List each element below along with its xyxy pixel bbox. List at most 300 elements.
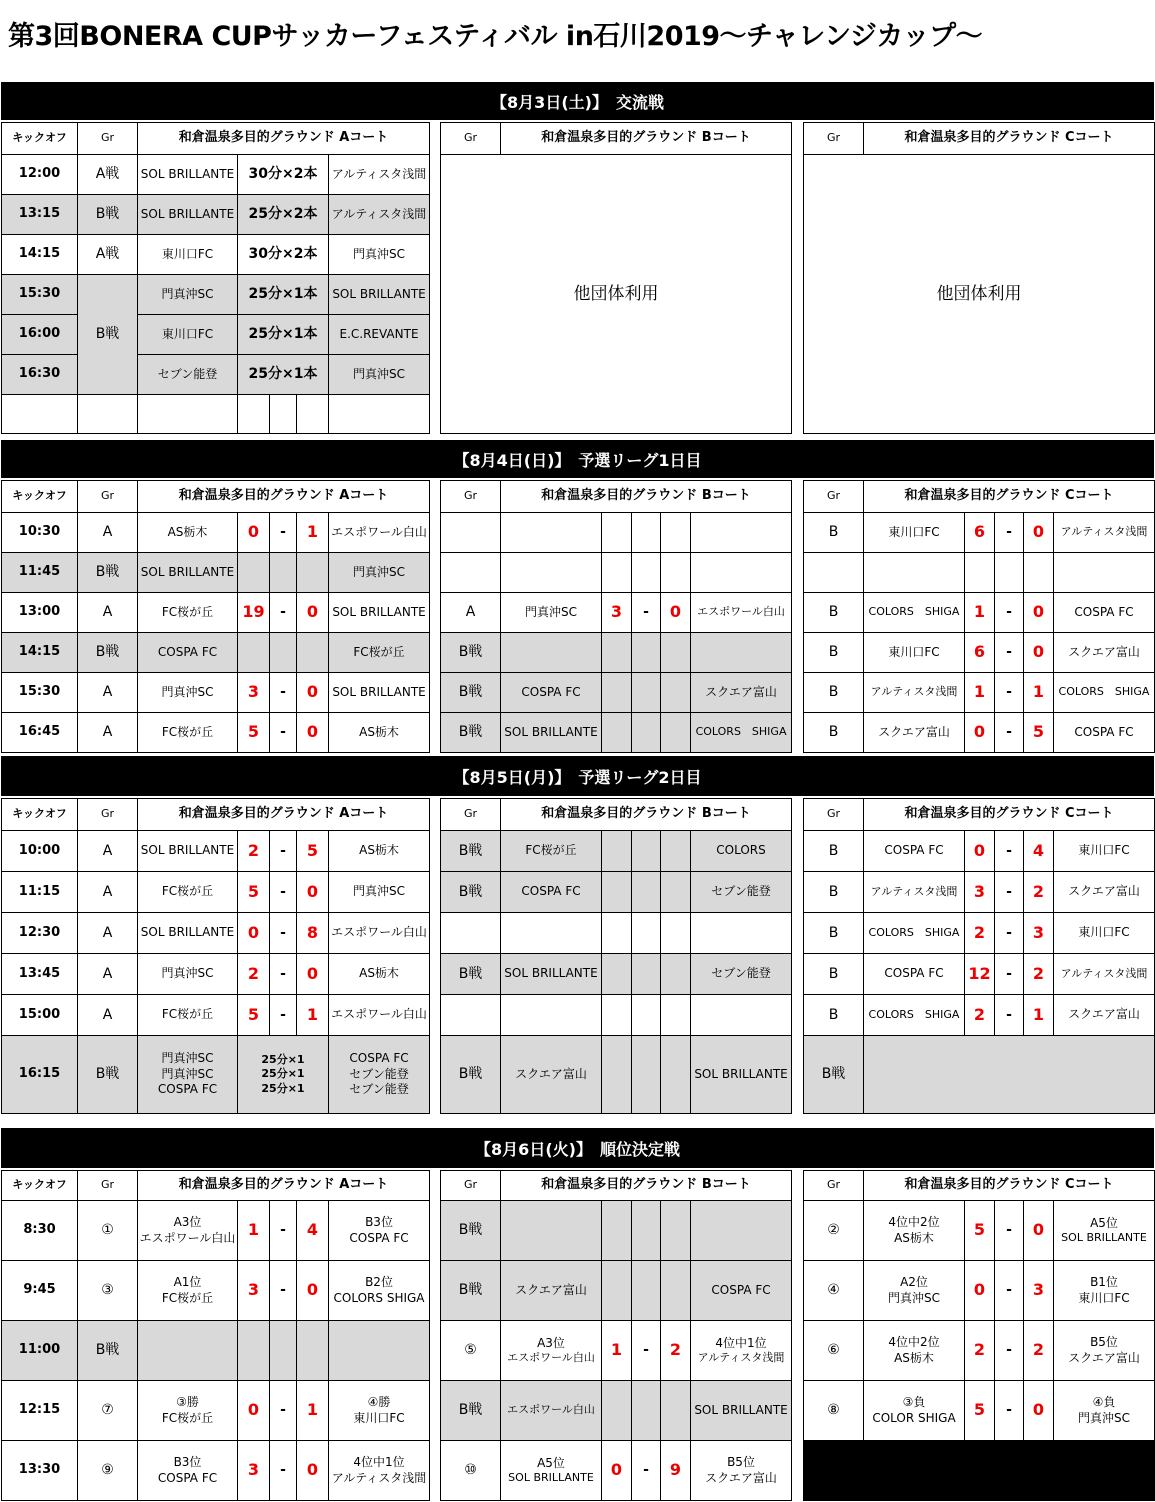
gr-header: Gr bbox=[78, 123, 138, 155]
away-slot bbox=[329, 1201, 430, 1261]
group-cell: A bbox=[78, 831, 138, 872]
home-score: 5 bbox=[965, 1201, 995, 1261]
home-slot bbox=[501, 1321, 602, 1381]
home-slot bbox=[138, 1261, 238, 1321]
day4-banner: 【8月6日(火)】 順位決定戦 bbox=[1, 1128, 1154, 1168]
day1-banner: 【8月3日(土)】 交流戦 bbox=[1, 82, 1154, 120]
empty-cell bbox=[661, 1381, 691, 1441]
kickoff-time: 15:00 bbox=[2, 995, 78, 1036]
match-number: B戦 bbox=[441, 1201, 501, 1261]
away-slot bbox=[1054, 1381, 1155, 1441]
match-number: B戦 bbox=[441, 1261, 501, 1321]
score-dash: - bbox=[995, 513, 1024, 553]
away-team: AS栃木 bbox=[329, 831, 430, 872]
away-score: 0 bbox=[297, 1441, 329, 1501]
score-dash: - bbox=[270, 593, 297, 633]
score-dash: - bbox=[270, 995, 297, 1036]
court-b-header: 和倉温泉多目的グラウンド Bコート bbox=[501, 1171, 792, 1201]
home-team: COSPA FC bbox=[501, 872, 602, 913]
away-team: AS栃木 bbox=[329, 713, 430, 753]
seed-label: A5位 bbox=[1090, 1215, 1118, 1230]
empty-cell bbox=[661, 1036, 691, 1114]
away-team: COSPA FC bbox=[349, 1230, 409, 1245]
group-cell: B戦 bbox=[441, 713, 501, 753]
match-number: ④ bbox=[804, 1261, 864, 1321]
away-team: 門真沖SC bbox=[329, 872, 430, 913]
home-team: FC桜が丘 bbox=[138, 995, 238, 1036]
away-team: AS栃木 bbox=[329, 954, 430, 995]
empty-cell bbox=[632, 954, 661, 995]
away-score: 0 bbox=[297, 673, 329, 713]
kickoff-time: 16:15 bbox=[2, 1036, 78, 1114]
seed-label: ④勝 bbox=[367, 1394, 391, 1409]
gr-header: Gr bbox=[804, 481, 864, 513]
away-team: COLORS SHIGA bbox=[333, 1290, 425, 1305]
away-score: 2 bbox=[1024, 872, 1054, 913]
court-b-header: 和倉温泉多目的グラウンド Bコート bbox=[501, 123, 792, 155]
match-format: 25分×1 bbox=[261, 1053, 305, 1067]
kickoff-time: 11:00 bbox=[2, 1321, 78, 1381]
away-score: 0 bbox=[661, 593, 691, 633]
home-score: 12 bbox=[965, 954, 995, 995]
group-cell: B bbox=[804, 513, 864, 553]
home-team-list bbox=[138, 1036, 238, 1114]
home-team: FC桜が丘 bbox=[161, 1290, 214, 1305]
away-team: 門真沖SC bbox=[329, 235, 430, 275]
empty-cell bbox=[238, 553, 270, 593]
empty-cell bbox=[691, 553, 792, 593]
away-team: 東川口FC bbox=[1078, 1290, 1130, 1305]
away-team: スクエア富山 bbox=[1054, 995, 1155, 1036]
match-format: 25分×1本 bbox=[238, 275, 329, 315]
away-slot bbox=[329, 1441, 430, 1501]
empty-cell bbox=[632, 995, 661, 1036]
home-team: FC桜が丘 bbox=[138, 713, 238, 753]
empty-cell bbox=[238, 395, 270, 434]
score-dash: - bbox=[995, 913, 1024, 954]
away-score: 1 bbox=[297, 1381, 329, 1441]
empty-cell bbox=[297, 633, 329, 673]
empty-cell bbox=[441, 995, 501, 1036]
away-team: アルティスタ浅間 bbox=[331, 1470, 427, 1485]
empty-cell bbox=[661, 954, 691, 995]
home-team: AS栃木 bbox=[138, 513, 238, 553]
seed-label: B5位 bbox=[1090, 1334, 1118, 1349]
home-slot bbox=[138, 1441, 238, 1501]
group-cell: B戦 bbox=[78, 275, 138, 395]
away-slot bbox=[1054, 1321, 1155, 1381]
court-c-header: 和倉温泉多目的グラウンド Cコート bbox=[864, 123, 1155, 155]
empty-cell bbox=[661, 713, 691, 753]
away-team: SOL BRILLANTE bbox=[691, 1036, 792, 1114]
home-team: 東川口FC bbox=[864, 633, 965, 673]
home-team: COLOR SHIGA bbox=[872, 1410, 956, 1425]
day1-court-b-table bbox=[440, 122, 792, 434]
group-cell: B bbox=[804, 633, 864, 673]
score-dash: - bbox=[995, 1321, 1024, 1381]
away-team: COLORS SHIGA bbox=[691, 713, 792, 753]
away-score: 0 bbox=[297, 593, 329, 633]
away-team: FC桜が丘 bbox=[329, 633, 430, 673]
gr-header: Gr bbox=[804, 1171, 864, 1201]
away-score: 1 bbox=[1024, 673, 1054, 713]
group-cell: A bbox=[78, 995, 138, 1036]
court-a-header: 和倉温泉多目的グラウンド Aコート bbox=[138, 799, 430, 831]
group-cell: B bbox=[804, 913, 864, 954]
home-team: COSPA FC bbox=[864, 954, 965, 995]
kickoff-time: 13:00 bbox=[2, 593, 78, 633]
score-dash: - bbox=[995, 1381, 1024, 1441]
seed-label: A2位 bbox=[900, 1274, 928, 1289]
away-score: 2 bbox=[1024, 1321, 1054, 1381]
score-dash: - bbox=[995, 593, 1024, 633]
score-dash: - bbox=[270, 713, 297, 753]
kickoff-header: キックオフ bbox=[2, 1171, 78, 1201]
home-team: FC桜が丘 bbox=[161, 1410, 214, 1425]
gr-header: Gr bbox=[804, 123, 864, 155]
away-team: エスポワール白山 bbox=[329, 995, 430, 1036]
score-dash: - bbox=[995, 713, 1024, 753]
gr-header: Gr bbox=[78, 481, 138, 513]
gr-header: Gr bbox=[441, 123, 501, 155]
empty-cell bbox=[661, 831, 691, 872]
away-team: セブン能登 bbox=[691, 872, 792, 913]
home-team: COSPA FC bbox=[501, 673, 602, 713]
seed-label: B2位 bbox=[365, 1274, 393, 1289]
empty-cell bbox=[602, 1261, 632, 1321]
home-score: 3 bbox=[965, 872, 995, 913]
away-slot bbox=[691, 1321, 792, 1381]
away-team: セブン能登 bbox=[691, 954, 792, 995]
group-cell: B戦 bbox=[441, 633, 501, 673]
kickoff-time: 10:00 bbox=[2, 831, 78, 872]
empty-cell bbox=[632, 831, 661, 872]
kickoff-time: 12:30 bbox=[2, 913, 78, 954]
away-score: 2 bbox=[1024, 954, 1054, 995]
empty-cell bbox=[691, 633, 792, 673]
home-score: 2 bbox=[238, 831, 270, 872]
home-score: 0 bbox=[238, 1381, 270, 1441]
empty-cell bbox=[602, 995, 632, 1036]
group-cell: B戦 bbox=[78, 633, 138, 673]
empty-cell bbox=[602, 1036, 632, 1114]
group-cell: B戦 bbox=[441, 872, 501, 913]
home-score: 0 bbox=[238, 913, 270, 954]
home-slot bbox=[864, 1261, 965, 1321]
match-number: ⑩ bbox=[441, 1441, 501, 1501]
away-team: COSPA FC bbox=[1054, 593, 1155, 633]
match-format: 25分×1 bbox=[261, 1081, 305, 1095]
empty-cell bbox=[661, 872, 691, 913]
kickoff-time: 12:00 bbox=[2, 155, 78, 195]
empty-cell bbox=[632, 1261, 661, 1321]
home-score: 2 bbox=[965, 913, 995, 954]
home-team: SOL BRILLANTE bbox=[138, 831, 238, 872]
score-dash: - bbox=[995, 995, 1024, 1036]
seed-label: ④負 bbox=[1092, 1394, 1116, 1409]
score-dash: - bbox=[270, 913, 297, 954]
away-team: エスポワール白山 bbox=[691, 593, 792, 633]
home-team: SOL BRILLANTE bbox=[138, 553, 238, 593]
group-cell: B bbox=[804, 593, 864, 633]
empty-cell bbox=[632, 1201, 661, 1261]
empty-cell bbox=[501, 633, 602, 673]
empty-cell bbox=[661, 553, 691, 593]
seed-label: 4位中2位 bbox=[888, 1214, 940, 1229]
day2-court-a-table bbox=[1, 480, 430, 753]
kickoff-time: 15:30 bbox=[2, 673, 78, 713]
home-team: FC桜が丘 bbox=[138, 593, 238, 633]
away-team-list bbox=[329, 1036, 430, 1114]
away-team: SOL BRILLANTE bbox=[1061, 1231, 1147, 1245]
court-a-header: 和倉温泉多目的グラウンド Aコート bbox=[138, 1171, 430, 1201]
empty-cell bbox=[501, 553, 602, 593]
gr-header: Gr bbox=[441, 799, 501, 831]
away-team: COLORS SHIGA bbox=[1054, 673, 1155, 713]
score-dash: - bbox=[995, 954, 1024, 995]
day4-court-a-table bbox=[1, 1170, 430, 1501]
day3-court-b-table bbox=[440, 798, 792, 1114]
away-score: 9 bbox=[661, 1441, 691, 1501]
away-team: COSPA FC bbox=[691, 1261, 792, 1321]
empty-cell bbox=[1024, 553, 1054, 593]
kickoff-header: キックオフ bbox=[2, 123, 78, 155]
group-cell: B戦 bbox=[441, 673, 501, 713]
home-team: 門真沖SC bbox=[138, 673, 238, 713]
empty-cell bbox=[602, 633, 632, 673]
home-team: COLORS SHIGA bbox=[864, 913, 965, 954]
home-score: 1 bbox=[965, 673, 995, 713]
away-score: 3 bbox=[1024, 1261, 1054, 1321]
home-team: アルティスタ浅間 bbox=[864, 673, 965, 713]
home-team: COSPA FC bbox=[157, 1082, 218, 1097]
group-cell: A戦 bbox=[78, 155, 138, 195]
away-score: 1 bbox=[1024, 995, 1054, 1036]
kickoff-time: 13:30 bbox=[2, 1441, 78, 1501]
home-team: 門真沖SC bbox=[138, 954, 238, 995]
group-cell: A bbox=[78, 593, 138, 633]
home-team: SOL BRILLANTE bbox=[138, 195, 238, 235]
away-score: 8 bbox=[297, 913, 329, 954]
kickoff-time: 14:15 bbox=[2, 235, 78, 275]
home-score: 0 bbox=[965, 1261, 995, 1321]
score-dash: - bbox=[270, 673, 297, 713]
match-format-list bbox=[238, 1036, 329, 1114]
home-score: 6 bbox=[965, 633, 995, 673]
day1-court-c-table bbox=[803, 122, 1155, 434]
away-score: 0 bbox=[1024, 593, 1054, 633]
day3-banner: 【8月5日(月)】 予選リーグ2日目 bbox=[1, 756, 1154, 796]
kickoff-time: 16:30 bbox=[2, 355, 78, 395]
home-team: セブン能登 bbox=[138, 355, 238, 395]
match-number: ② bbox=[804, 1201, 864, 1261]
court-c-header: 和倉温泉多目的グラウンド Cコート bbox=[864, 481, 1155, 513]
court-c-header: 和倉温泉多目的グラウンド Cコート bbox=[864, 799, 1155, 831]
score-dash: - bbox=[995, 633, 1024, 673]
home-team: スクエア富山 bbox=[501, 1261, 602, 1321]
away-team: COSPA FC bbox=[349, 1051, 409, 1066]
group-cell: B bbox=[804, 995, 864, 1036]
day4-court-b-table bbox=[440, 1170, 792, 1501]
away-team: スクエア富山 bbox=[1054, 633, 1155, 673]
seed-label: B1位 bbox=[1090, 1274, 1118, 1289]
away-team: 東川口FC bbox=[353, 1410, 405, 1425]
group-cell: A bbox=[78, 673, 138, 713]
home-team: SOL BRILLANTE bbox=[138, 913, 238, 954]
away-team: アルティスタ浅間 bbox=[1054, 513, 1155, 553]
score-dash: - bbox=[270, 1441, 297, 1501]
away-team: 門真沖SC bbox=[329, 355, 430, 395]
away-team: スクエア富山 bbox=[1068, 1350, 1140, 1365]
empty-cell bbox=[632, 633, 661, 673]
kickoff-time: 13:45 bbox=[2, 954, 78, 995]
home-score: 19 bbox=[238, 593, 270, 633]
score-dash: - bbox=[270, 1261, 297, 1321]
home-team: アルティスタ浅間 bbox=[864, 872, 965, 913]
home-team: SOL BRILLANTE bbox=[508, 1471, 594, 1485]
empty-cell bbox=[329, 1321, 430, 1381]
home-slot bbox=[138, 1381, 238, 1441]
group-cell: B戦 bbox=[441, 831, 501, 872]
kickoff-time: 9:45 bbox=[2, 1261, 78, 1321]
empty-cell bbox=[501, 1201, 602, 1261]
empty-cell bbox=[661, 913, 691, 954]
empty-cell bbox=[804, 553, 864, 593]
match-number: B戦 bbox=[78, 1321, 138, 1381]
score-dash: - bbox=[995, 1201, 1024, 1261]
match-number: ① bbox=[78, 1201, 138, 1261]
seed-label: B3位 bbox=[365, 1214, 393, 1229]
score-dash: - bbox=[270, 831, 297, 872]
group-cell: B戦 bbox=[804, 1036, 864, 1114]
seed-label: A3位 bbox=[173, 1214, 202, 1229]
away-team: アルティスタ浅間 bbox=[329, 195, 430, 235]
match-number: ⑨ bbox=[78, 1441, 138, 1501]
kickoff-time: 11:45 bbox=[2, 553, 78, 593]
empty-cell bbox=[441, 913, 501, 954]
away-team: エスポワール白山 bbox=[329, 513, 430, 553]
empty-cell bbox=[501, 513, 602, 553]
court-b-header: 和倉温泉多目的グラウンド Bコート bbox=[501, 481, 792, 513]
court-a-header: 和倉温泉多目的グラウンド Aコート bbox=[138, 123, 430, 155]
group-cell: B戦 bbox=[78, 1036, 138, 1114]
day4-court-c-table bbox=[803, 1170, 1155, 1501]
empty-cell bbox=[138, 395, 238, 434]
home-team: 門真沖SC bbox=[138, 275, 238, 315]
empty-cell bbox=[864, 1036, 1155, 1114]
home-score: 3 bbox=[238, 1441, 270, 1501]
group-cell: A戦 bbox=[78, 235, 138, 275]
away-team: アルティスタ浅間 bbox=[329, 155, 430, 195]
away-team: 門真沖SC bbox=[1078, 1410, 1130, 1425]
empty-cell bbox=[270, 395, 297, 434]
home-score: 0 bbox=[238, 513, 270, 553]
kickoff-time: 16:00 bbox=[2, 315, 78, 355]
home-team: 東川口FC bbox=[864, 513, 965, 553]
away-team: 門真沖SC bbox=[329, 553, 430, 593]
away-team: スクエア富山 bbox=[705, 1470, 777, 1485]
empty-cell bbox=[632, 1381, 661, 1441]
empty-cell bbox=[441, 513, 501, 553]
home-team: AS栃木 bbox=[894, 1350, 934, 1365]
match-format: 25分×1本 bbox=[238, 315, 329, 355]
home-team: COLORS SHIGA bbox=[864, 995, 965, 1036]
home-team: COSPA FC bbox=[157, 1470, 218, 1485]
empty-cell bbox=[270, 633, 297, 673]
away-team: SOL BRILLANTE bbox=[329, 275, 430, 315]
empty-cell bbox=[661, 1261, 691, 1321]
match-number: ⑧ bbox=[804, 1381, 864, 1441]
home-team: COLORS SHIGA bbox=[864, 593, 965, 633]
home-score: 5 bbox=[238, 872, 270, 913]
away-team: COSPA FC bbox=[1054, 713, 1155, 753]
court-b-header: 和倉温泉多目的グラウンド Bコート bbox=[501, 799, 792, 831]
away-team: E.C.REVANTE bbox=[329, 315, 430, 355]
home-team: エスポワール白山 bbox=[501, 1381, 602, 1441]
away-slot bbox=[329, 1261, 430, 1321]
empty-cell bbox=[238, 633, 270, 673]
empty-cell bbox=[632, 673, 661, 713]
score-dash: - bbox=[995, 673, 1024, 713]
kickoff-time: 15:30 bbox=[2, 275, 78, 315]
day2-court-c-table bbox=[803, 480, 1155, 753]
empty-cell bbox=[691, 913, 792, 954]
empty-cell bbox=[661, 633, 691, 673]
group-cell: B bbox=[804, 673, 864, 713]
group-cell: B戦 bbox=[441, 954, 501, 995]
empty-cell bbox=[691, 513, 792, 553]
away-team: セブン能登 bbox=[349, 1066, 409, 1081]
empty-cell bbox=[270, 1321, 297, 1381]
group-cell: B bbox=[804, 872, 864, 913]
home-slot bbox=[501, 1441, 602, 1501]
empty-cell bbox=[329, 395, 430, 434]
away-score: 0 bbox=[1024, 513, 1054, 553]
group-cell: A bbox=[78, 872, 138, 913]
gr-header: Gr bbox=[78, 799, 138, 831]
seed-label: A3位 bbox=[537, 1335, 565, 1350]
gr-header: Gr bbox=[78, 1171, 138, 1201]
kickoff-time: 10:30 bbox=[2, 513, 78, 553]
match-number: ③ bbox=[78, 1261, 138, 1321]
seed-label: ③勝 bbox=[176, 1394, 199, 1409]
day2-banner: 【8月4日(日)】 予選リーグ1日目 bbox=[1, 440, 1154, 478]
score-dash: - bbox=[270, 872, 297, 913]
away-team: SOL BRILLANTE bbox=[329, 673, 430, 713]
match-number: ⑥ bbox=[804, 1321, 864, 1381]
group-cell: A bbox=[78, 954, 138, 995]
empty-cell bbox=[632, 872, 661, 913]
away-team: アルティスタ浅間 bbox=[697, 1351, 785, 1365]
home-slot bbox=[138, 1201, 238, 1261]
home-score: 5 bbox=[965, 1381, 995, 1441]
group-cell: A bbox=[441, 593, 501, 633]
away-team: SOL BRILLANTE bbox=[691, 1381, 792, 1441]
empty-cell bbox=[297, 1321, 329, 1381]
empty-cell bbox=[602, 1201, 632, 1261]
match-number: B戦 bbox=[441, 1381, 501, 1441]
kickoff-time: 16:45 bbox=[2, 713, 78, 753]
away-score: 3 bbox=[1024, 913, 1054, 954]
empty-cell bbox=[602, 713, 632, 753]
score-dash: - bbox=[995, 831, 1024, 872]
score-dash: - bbox=[632, 593, 661, 633]
home-team: SOL BRILLANTE bbox=[501, 713, 602, 753]
away-score: 0 bbox=[1024, 1201, 1054, 1261]
home-score: 0 bbox=[965, 713, 995, 753]
other-use-note: 他団体利用 bbox=[441, 155, 792, 434]
empty-cell bbox=[78, 395, 138, 434]
